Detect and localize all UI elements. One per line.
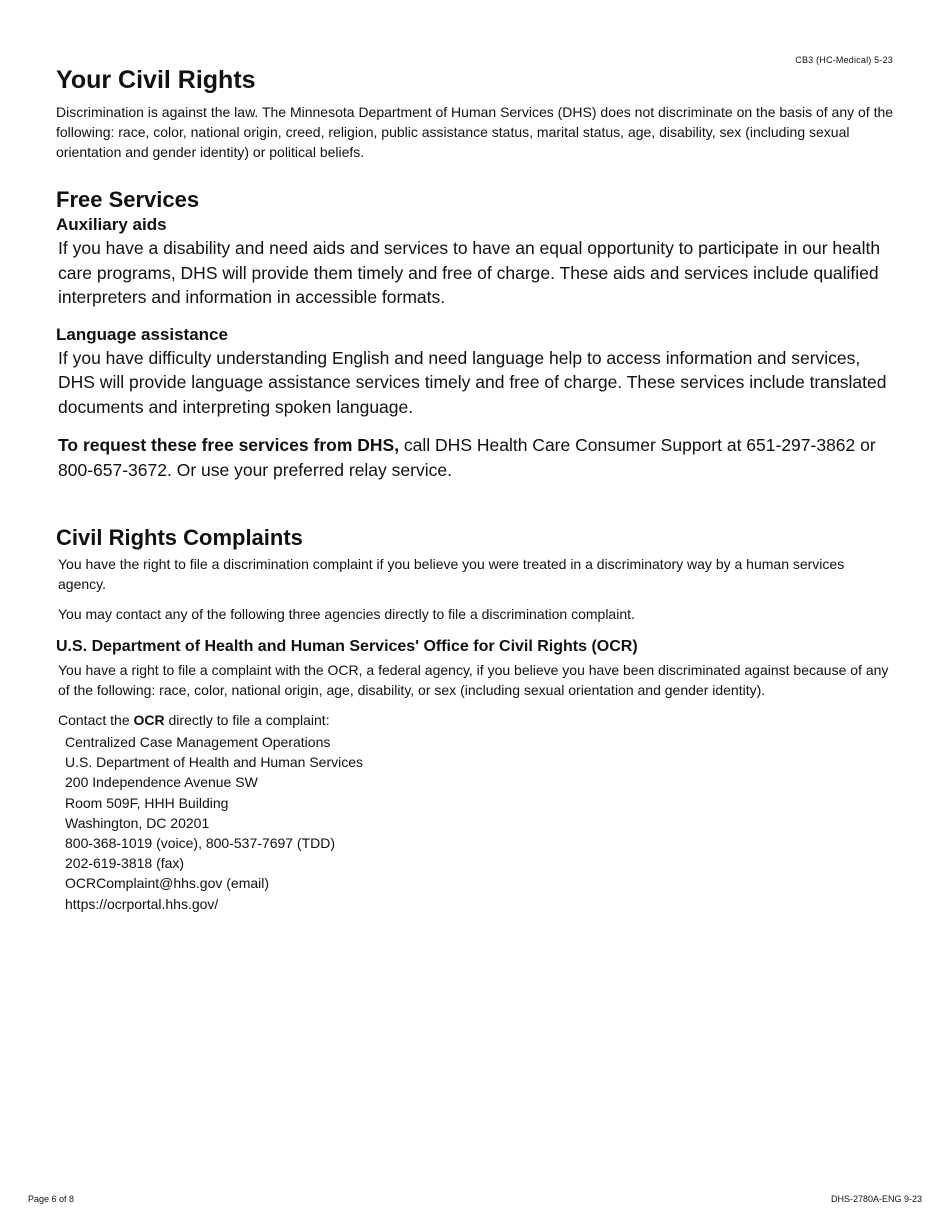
request-services-paragraph [56,433,896,482]
address-url-line: https://ocrportal.hhs.gov/ [65,895,219,912]
complaints-title: Civil Rights Complaints [56,525,303,550]
document-content [56,64,896,914]
address-line: U.S. Department of Health and Human Services [65,754,364,771]
address-line: Centralized Case Management Operations [65,734,331,750]
document-id: DHS-2780A-ENG 9-23 [830,1194,922,1204]
civil-rights-title: Your Civil Rights [56,66,256,94]
auxiliary-aids-body: If you have a disability and need aids and services to have an equal opportunity to participate in our health care programs, DHS will provide them timely and free of charge. These aids and services include qualified interpreters and information in accessible formats. [58,238,881,307]
auxiliary-aids-title: Auxiliary aids [56,215,167,234]
ocr-title: U.S. Department of Health and Human Services' Office for Civil Rights (OCR) [56,638,638,655]
language-assistance-body: If you have difficulty understanding English and need language help to access information and services, DHS will provide language assistance services timely and free of charge. These services include translated documents and interpreting spoken language. [58,347,887,417]
ocr-body: You have a right to file a complaint with the OCR, a federal agency, if you believe you have been discriminated against because of any of the following: race, color, national origin, age, disability, or sex (including sexual orientation and gender identity). [58,662,889,698]
language-assistance-title: Language assistance [56,324,228,344]
address-fax-line: 202-619-3818 (fax) [65,855,185,872]
complaints-paragraph-2: You may contact any of the following three agencies directly to file a discrimination complaint. [58,606,635,622]
ocr-contact-line [56,710,896,730]
request-text: call DHS Health Care Consumer Support at 651-297-3862 or 800-657-3672. Or use your preferred relay service. [58,435,876,480]
ocr-contact-prefix: Contact the [58,712,134,728]
complaints-paragraph-1: You have the right to file a discrimination complaint if you believe you were treated in a discriminatory way by a human services agency. [58,556,845,592]
address-phone-line: 800-368-1019 (voice), 800-537-7697 (TDD) [65,835,336,852]
free-services-title: Free Services [56,187,200,212]
address-line: Room 509F, HHH Building [65,794,229,811]
address-line: Washington, DC 20201 [65,814,210,831]
form-code: CB3 (HC-Medical) 5-23 [795,55,893,65]
civil-rights-body: Discrimination is against the law. The Minnesota Department of Human Services (DHS) does not discriminate on the basis of any of the following: race, color, national origin, creed, religion, public assistance status, marital status, age, disability, sex (including sexual orientation and gender identity) or political beliefs. [56,104,894,160]
page-number: Page 6 of 8 [28,1194,75,1204]
address-email-line: OCRComplaint@hhs.gov (email) [65,875,270,892]
ocr-contact-suffix: directly to file a complaint: [164,712,330,728]
address-line: 200 Independence Avenue SW [65,774,258,791]
request-bold-lead: To request these free services from DHS, [58,435,400,455]
ocr-contact-bold: OCR [133,712,165,728]
ocr-address-block [56,732,896,914]
